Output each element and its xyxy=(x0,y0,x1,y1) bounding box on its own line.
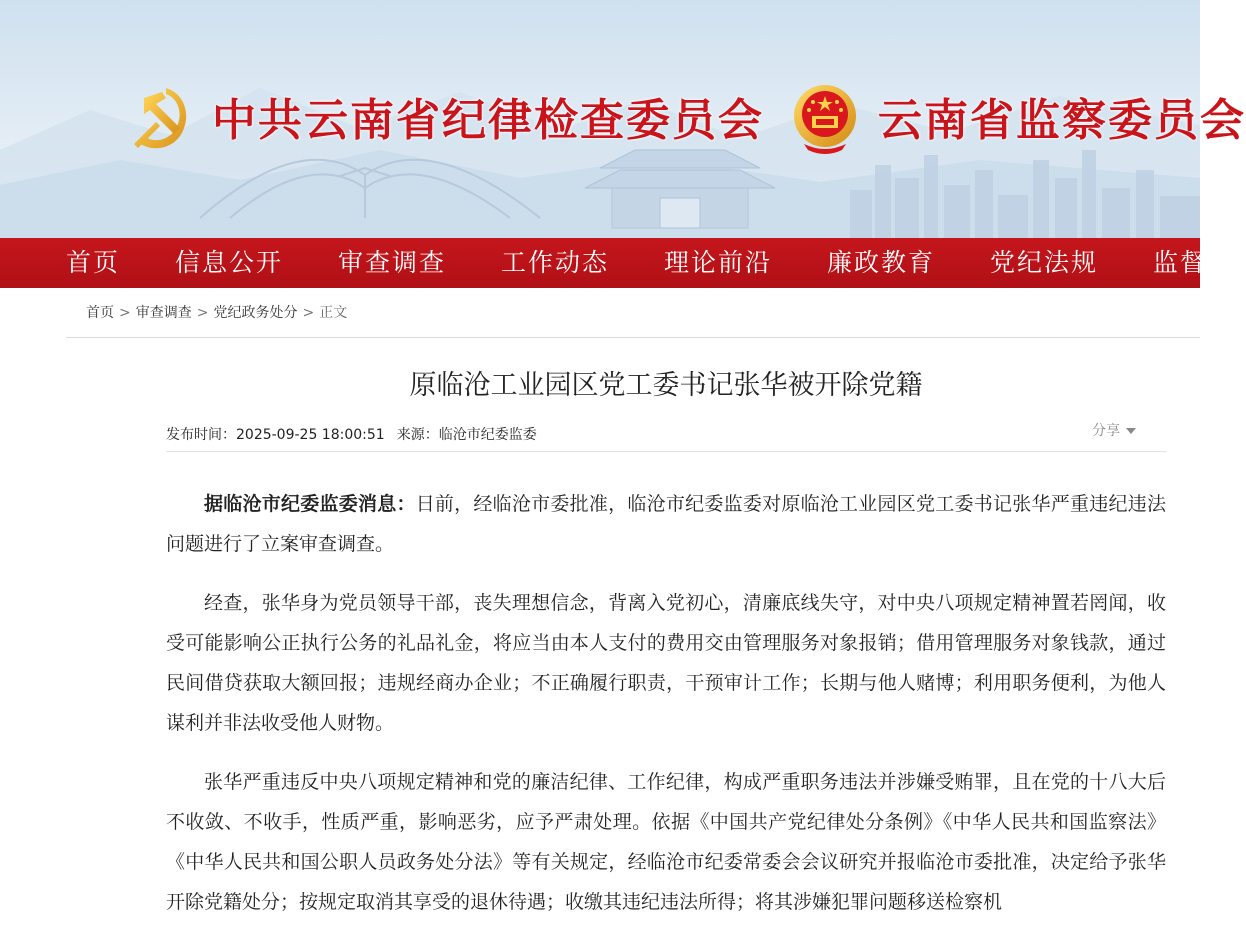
breadcrumb-separator: > xyxy=(302,305,315,321)
nav-item-news[interactable]: 工作动态 xyxy=(501,248,610,277)
breadcrumb-discipline[interactable]: 党纪政务处分 xyxy=(213,305,298,321)
nav-item-info[interactable]: 信息公开 xyxy=(175,248,284,277)
nav-item-education[interactable]: 廉政教育 xyxy=(827,248,936,277)
main-nav xyxy=(0,238,1208,288)
publish-time: 2025-09-25 18:00:51 xyxy=(236,427,385,443)
lead-source: 据临沧市纪委监委消息： xyxy=(204,493,416,515)
paragraph-decision: 张华严重违反中央八项规定精神和党的廉洁纪律、工作纪律，构成严重职务违法并涉嫌受贿罪，且在党的十八大后不收敛、不收手，性质严重，影响恶劣，应予严肃处理。依据《中国共产党纪律处分条例》《中华人民共和国监察法》《中华人民共和国公职人员政务处分法》等有关规定，经临沧市纪委常委会会议研究并报临沧市委批准，决定给予张华开除党籍处分；按规定取消其享受的退休待遇；收缴其违纪违法所得；将其涉嫌犯罪问题移送检察机 xyxy=(166,771,1166,913)
meta-divider xyxy=(166,451,1166,452)
breadcrumb-divider xyxy=(66,337,1200,338)
header-banner xyxy=(0,0,1246,238)
breadcrumb-review[interactable]: 审查调查 xyxy=(135,305,192,321)
article-body xyxy=(166,484,1166,941)
nav-item-review[interactable]: 审查调查 xyxy=(338,248,447,277)
breadcrumb-separator: > xyxy=(119,305,131,321)
nav-item-regulations[interactable]: 党纪法规 xyxy=(990,248,1099,277)
breadcrumb-current: 正文 xyxy=(319,305,348,321)
publish-label: 发布时间： xyxy=(166,427,236,443)
breadcrumb xyxy=(86,302,347,324)
article-title: 原临沧工业园区党工委书记张华被开除党籍 xyxy=(409,370,923,401)
share-button[interactable] xyxy=(1092,420,1136,442)
share-label: 分享 xyxy=(1092,423,1120,439)
nav-item-home[interactable]: 首页 xyxy=(66,248,121,277)
nav-item-theory[interactable]: 理论前沿 xyxy=(664,248,773,277)
article-meta xyxy=(166,424,537,446)
nav-item-supervision[interactable]: 监督 xyxy=(1153,248,1208,277)
paragraph-findings: 经查，张华身为党员领导干部，丧失理想信念，背离入党初心，清廉底线失守，对中央八项规定精神置若罔闻，收受可能影响公正执行公务的礼品礼金，将应当由本人支付的费用交由管理服务对象报销；借用管理服务对象钱款，通过民间借贷获取大额回报；违规经商办企业；不正确履行职责，干预审计工作；长期与他人赌博；利用职务便利，为他人谋利并非法收受他人财物。 xyxy=(166,592,1166,734)
site-title-right: 云南省监察委员会 xyxy=(878,95,1246,146)
breadcrumb-separator: > xyxy=(196,305,209,321)
paragraph-lead xyxy=(166,484,1166,564)
national-emblem-icon xyxy=(792,82,858,154)
source-label: 来源： xyxy=(396,427,439,443)
lead-text: 日前，经临沧市委批准，临沧市纪委监委对原临沧工业园区党工委书记张华严重违纪违法问题进行了立案审查调查。 xyxy=(166,493,1166,555)
party-emblem-icon xyxy=(126,84,194,154)
source-name: 临沧市纪委监委 xyxy=(438,427,537,443)
gate-silhouette xyxy=(585,150,775,228)
site-title-left: 中共云南省纪律检查委员会 xyxy=(212,95,764,146)
breadcrumb-home[interactable]: 首页 xyxy=(86,305,114,321)
caret-down-icon xyxy=(1126,428,1136,434)
